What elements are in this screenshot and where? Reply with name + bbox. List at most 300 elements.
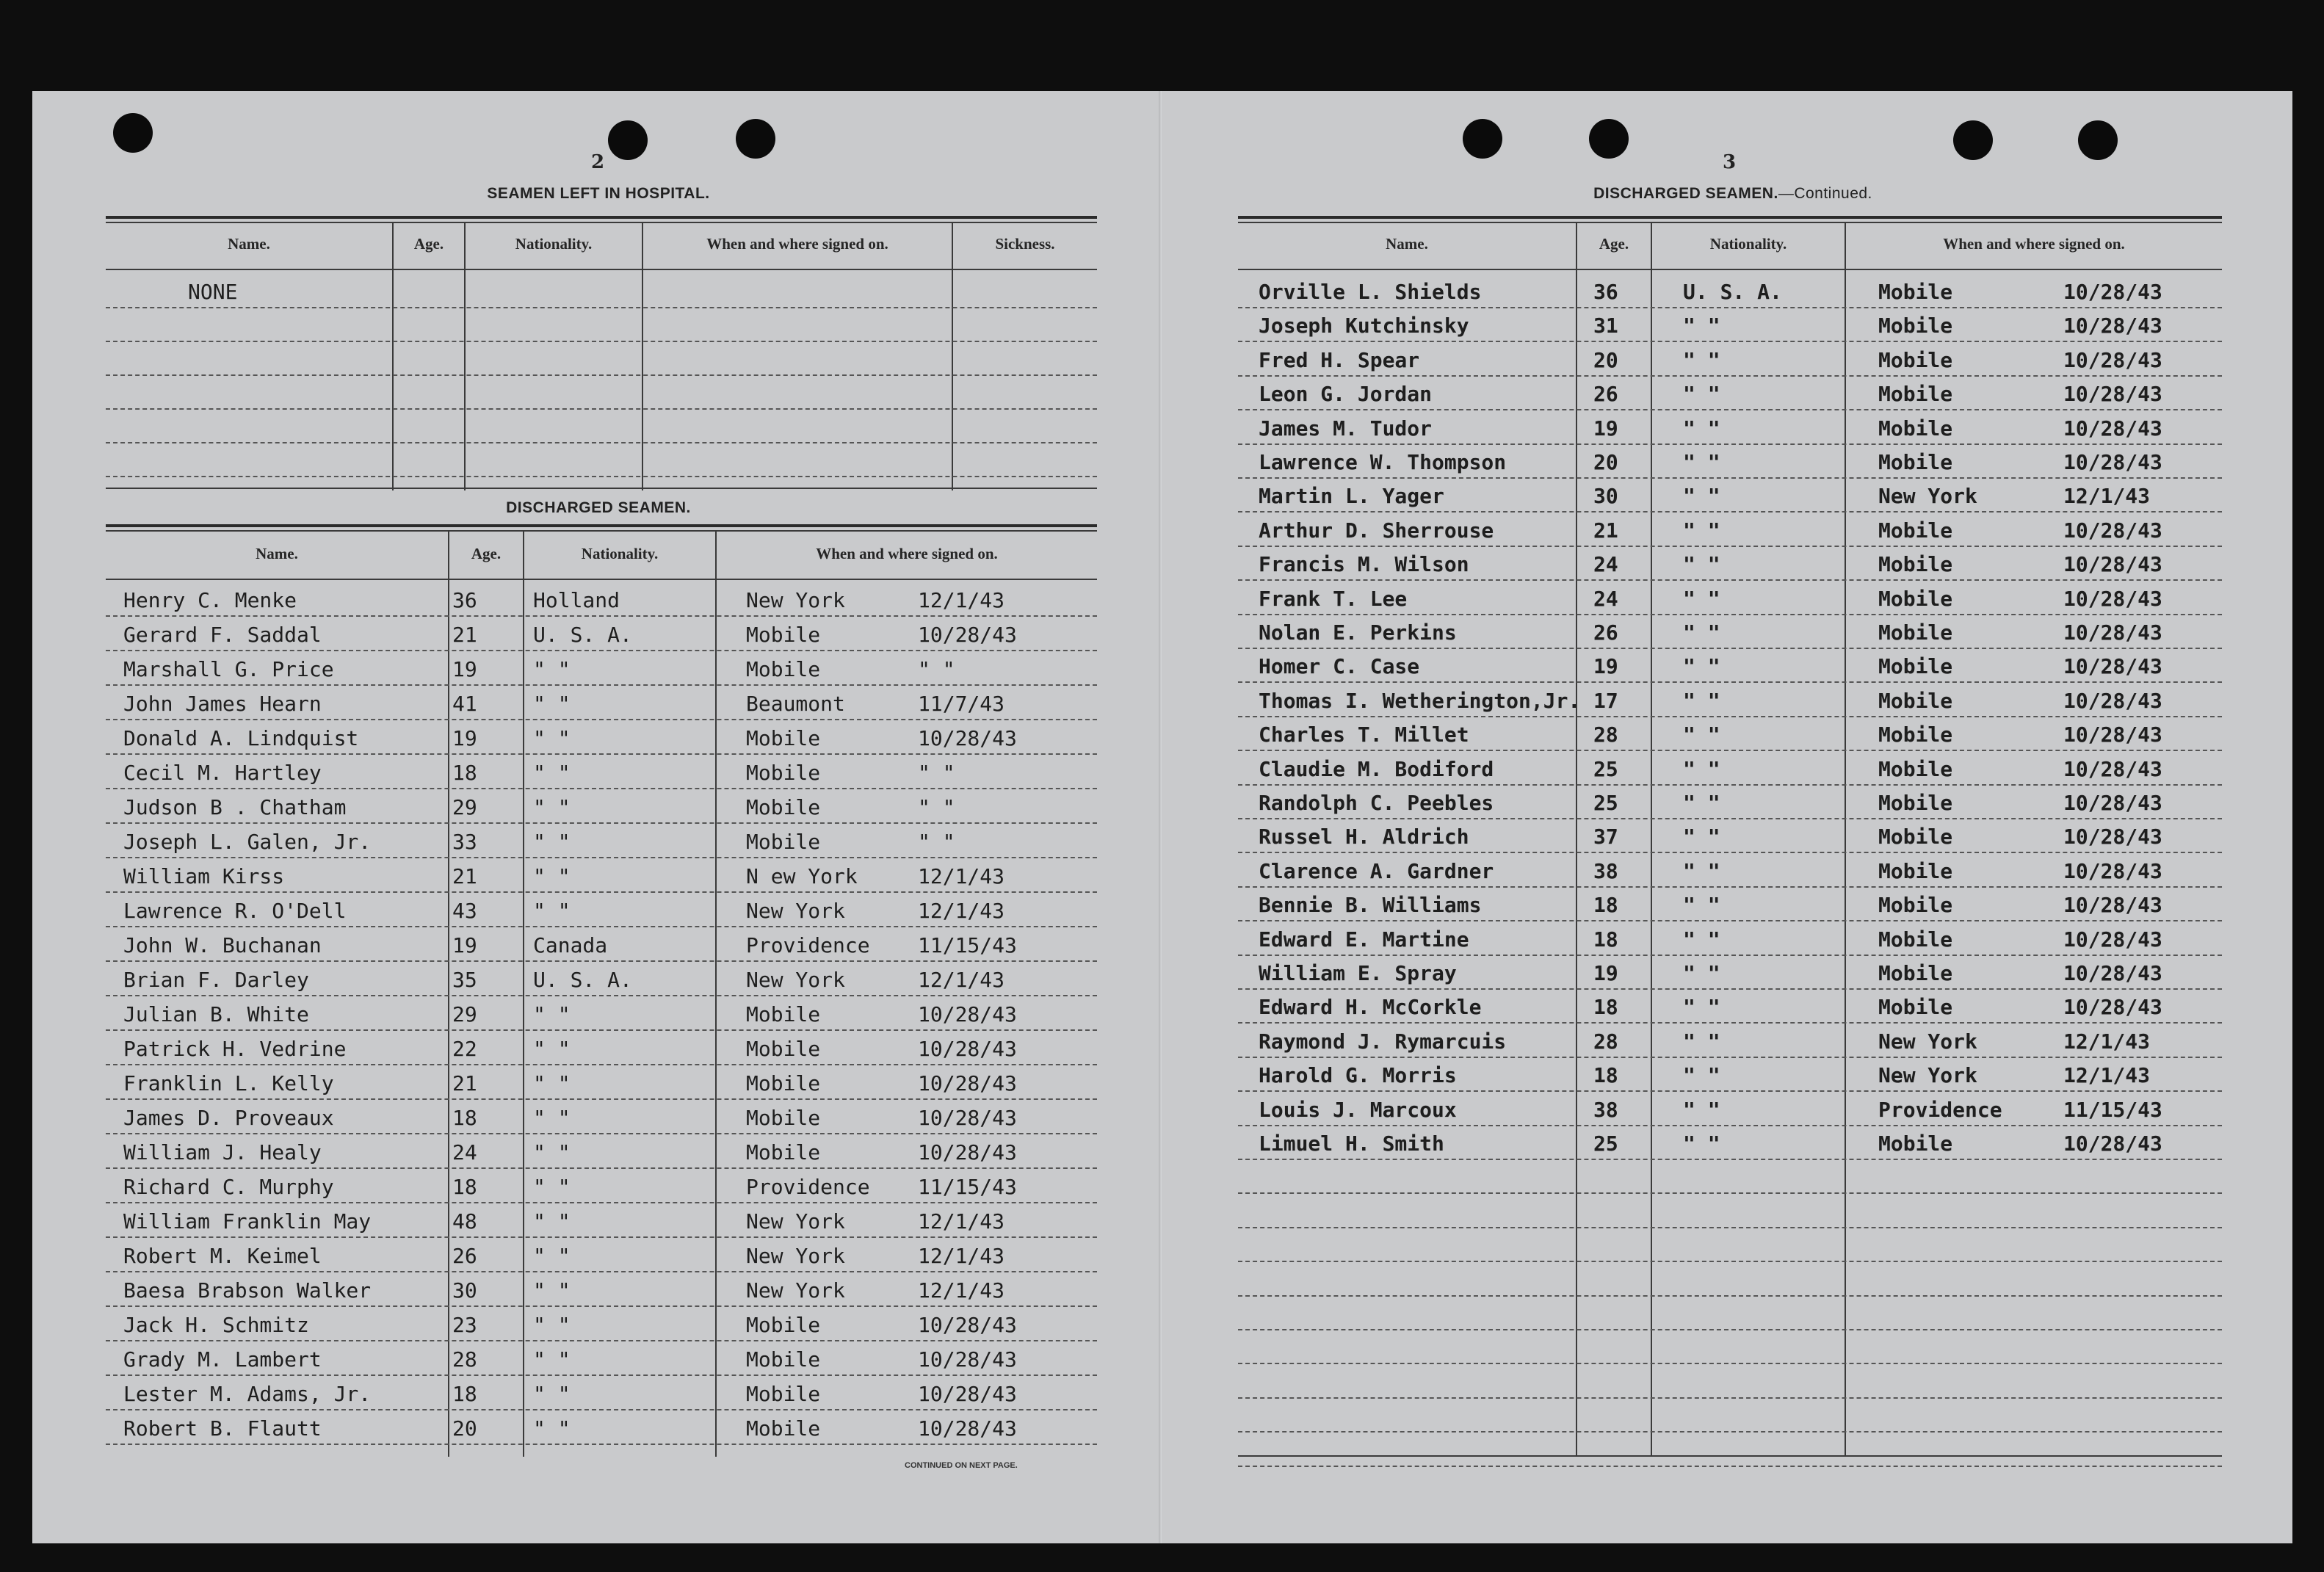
table-row bbox=[106, 1411, 1097, 1445]
cell-nationality: Holland bbox=[533, 588, 620, 612]
col-age: Age. bbox=[471, 545, 502, 562]
blank-row bbox=[1238, 1330, 2222, 1364]
hospital-col-signed-on: When and where signed on. bbox=[706, 235, 888, 253]
cell-age: 19 bbox=[452, 726, 477, 750]
hospital-col-sickness: Sickness. bbox=[995, 235, 1055, 253]
cell-place: Mobile bbox=[746, 1140, 821, 1164]
cell-date: 10/28/43 bbox=[918, 1416, 1017, 1441]
cell-place: New York bbox=[1878, 484, 1977, 509]
cell-place: Mobile bbox=[1878, 518, 1953, 543]
binder-hole bbox=[608, 120, 648, 160]
cell-date: " " bbox=[918, 657, 955, 681]
cell-date: " " bbox=[918, 830, 955, 854]
cell-place: Mobile bbox=[1878, 722, 1953, 747]
table-row bbox=[106, 1377, 1097, 1410]
cell-name: William E. Spray bbox=[1259, 961, 1457, 985]
table-row bbox=[106, 617, 1097, 651]
cell-date: 10/28/43 bbox=[2063, 347, 2162, 372]
discharged-table-left bbox=[106, 524, 1097, 1457]
cell-nationality: " " bbox=[1683, 654, 1720, 679]
cell-age: 17 bbox=[1593, 688, 1618, 713]
cell-name: Joseph Kutchinsky bbox=[1259, 314, 1469, 338]
cell-date: 12/1/43 bbox=[918, 1209, 1005, 1234]
cell-nationality: " " bbox=[533, 761, 571, 785]
col-nationality: Nationality. bbox=[581, 545, 659, 562]
cell-nationality: " " bbox=[533, 899, 571, 923]
cell-nationality: " " bbox=[1683, 416, 1720, 441]
blank-row bbox=[1238, 1195, 2222, 1228]
center-fold bbox=[1159, 91, 1162, 1543]
cell-age: 26 bbox=[1593, 382, 1618, 407]
cell-date: 10/28/43 bbox=[918, 1106, 1017, 1130]
cell-date: 12/1/43 bbox=[2063, 484, 2151, 509]
table-row bbox=[1238, 377, 2222, 410]
col-signed-on: When and where signed on. bbox=[816, 545, 998, 562]
cell-nationality: " " bbox=[533, 1382, 571, 1406]
left-page-number: 2 bbox=[591, 151, 605, 173]
cell-date: 12/1/43 bbox=[2063, 1029, 2151, 1054]
cell-date: 10/28/43 bbox=[2063, 893, 2162, 918]
cell-age: 18 bbox=[1593, 1063, 1618, 1088]
cell-name: Marshall G. Price bbox=[123, 657, 334, 681]
cell-date: 12/1/43 bbox=[918, 1244, 1005, 1268]
cell-date: 10/28/43 bbox=[2063, 518, 2162, 543]
discharged-title-right bbox=[1527, 185, 1939, 203]
table-row bbox=[1238, 819, 2222, 853]
cell-nationality: " " bbox=[533, 1140, 571, 1164]
cell-date: 10/28/43 bbox=[918, 1140, 1017, 1164]
table-row bbox=[1238, 888, 2222, 921]
cell-place: Providence bbox=[746, 933, 870, 957]
cell-date: 10/28/43 bbox=[918, 1002, 1017, 1026]
cell-age: 19 bbox=[1593, 416, 1618, 441]
cell-nationality: " " bbox=[1683, 484, 1720, 509]
cell-nationality: " " bbox=[1683, 347, 1720, 372]
cell-place: Providence bbox=[746, 1175, 870, 1199]
table-row bbox=[1238, 445, 2222, 479]
cell-age: 19 bbox=[1593, 654, 1618, 679]
cell-date: 11/15/43 bbox=[918, 1175, 1017, 1199]
cell-age: 19 bbox=[452, 933, 477, 957]
cell-age: 22 bbox=[452, 1037, 477, 1061]
cell-date: 10/28/43 bbox=[2063, 858, 2162, 883]
table-row bbox=[1238, 854, 2222, 888]
cell-place: Mobile bbox=[746, 1071, 821, 1095]
hospital-title: SEAMEN LEFT IN HOSPITAL. bbox=[487, 185, 710, 202]
table-row bbox=[1238, 956, 2222, 990]
table-row bbox=[106, 894, 1097, 927]
cell-age: 18 bbox=[452, 761, 477, 785]
cell-name: Martin L. Yager bbox=[1259, 484, 1444, 509]
cell-nationality: " " bbox=[1683, 756, 1720, 781]
cell-place: Mobile bbox=[1878, 654, 1953, 679]
cell-nationality: " " bbox=[1683, 858, 1720, 883]
cell-age: 29 bbox=[452, 795, 477, 819]
cell-nationality: " " bbox=[1683, 620, 1720, 645]
table-row bbox=[1238, 411, 2222, 445]
cell-age: 41 bbox=[452, 692, 477, 716]
cell-name: Robert B. Flautt bbox=[123, 1416, 322, 1441]
cell-nationality: " " bbox=[533, 795, 571, 819]
cell-date: 10/28/43 bbox=[2063, 280, 2162, 304]
cell-name: Orville L. Shields bbox=[1259, 280, 1482, 304]
cell-age: 24 bbox=[1593, 552, 1618, 577]
cell-nationality: " " bbox=[1683, 825, 1720, 850]
blank-row bbox=[1238, 1399, 2222, 1432]
table-row bbox=[106, 756, 1097, 789]
cell-place: Mobile bbox=[746, 1416, 821, 1441]
table-row bbox=[1238, 615, 2222, 649]
cell-nationality: " " bbox=[533, 692, 571, 716]
discharged-table-right bbox=[1238, 216, 2222, 1457]
col-signed-on: When and where signed on. bbox=[1943, 235, 2125, 253]
cell-place: Mobile bbox=[746, 1382, 821, 1406]
cell-nationality: " " bbox=[533, 1071, 571, 1095]
cell-name: Franklin L. Kelly bbox=[123, 1071, 334, 1095]
cell-nationality: " " bbox=[1683, 382, 1720, 407]
table-row bbox=[106, 1342, 1097, 1376]
cell-age: 21 bbox=[1593, 518, 1618, 543]
cell-place: New York bbox=[746, 899, 845, 923]
binder-hole bbox=[2078, 120, 2118, 160]
cell-age: 38 bbox=[1593, 858, 1618, 883]
cell-age: 26 bbox=[452, 1244, 477, 1268]
cell-nationality: " " bbox=[1683, 314, 1720, 338]
cell-age: 19 bbox=[452, 657, 477, 681]
discharged-title-left: DISCHARGED SEAMEN. bbox=[506, 499, 691, 516]
col-nationality: Nationality. bbox=[1709, 235, 1787, 253]
cell-name: Donald A. Lindquist bbox=[123, 726, 359, 750]
hospital-col-age: Age. bbox=[413, 235, 444, 253]
cell-name: Clarence A. Gardner bbox=[1259, 858, 1494, 883]
cell-name: Louis J. Marcoux bbox=[1259, 1097, 1457, 1122]
cell-name: Julian B. White bbox=[123, 1002, 309, 1026]
cell-place: Providence bbox=[1878, 1097, 2002, 1122]
cell-nationality: " " bbox=[533, 1037, 571, 1061]
cell-nationality: " " bbox=[533, 1347, 571, 1372]
table-row bbox=[106, 1066, 1097, 1100]
cell-place: Mobile bbox=[746, 1002, 821, 1026]
cell-name: Joseph L. Galen, Jr. bbox=[123, 830, 372, 854]
cell-date: 10/28/43 bbox=[2063, 450, 2162, 474]
cell-date: " " bbox=[918, 795, 955, 819]
discharged-title-right-main: DISCHARGED SEAMEN. bbox=[1593, 185, 1778, 202]
hospital-col-name: Name. bbox=[228, 235, 270, 253]
cell-date: 10/28/43 bbox=[918, 1313, 1017, 1337]
cell-name: Leon G. Jordan bbox=[1259, 382, 1433, 407]
cell-place: New York bbox=[746, 1209, 845, 1234]
cell-nationality: U. S. A. bbox=[533, 623, 632, 647]
table-row bbox=[1238, 922, 2222, 956]
cell-age: 20 bbox=[1593, 450, 1618, 474]
cell-age: 28 bbox=[1593, 1029, 1618, 1054]
cell-date: 10/28/43 bbox=[2063, 654, 2162, 679]
cell-age: 24 bbox=[452, 1140, 477, 1164]
cell-date: 10/28/43 bbox=[2063, 382, 2162, 407]
cell-age: 19 bbox=[1593, 961, 1618, 985]
table-row bbox=[106, 1204, 1097, 1238]
cell-nationality: " " bbox=[1683, 1097, 1720, 1122]
cell-date: 12/1/43 bbox=[918, 864, 1005, 888]
cell-date: 10/28/43 bbox=[2063, 620, 2162, 645]
cell-name: Henry C. Menke bbox=[123, 588, 297, 612]
cell-place: Mobile bbox=[1878, 382, 1953, 407]
cell-age: 21 bbox=[452, 864, 477, 888]
cell-date: 12/1/43 bbox=[918, 899, 1005, 923]
cell-name: Gerard F. Saddal bbox=[123, 623, 322, 647]
cell-place: Mobile bbox=[1878, 927, 1953, 952]
cell-name: Fred H. Spear bbox=[1259, 347, 1420, 372]
cell-date: 10/28/43 bbox=[918, 623, 1017, 647]
cell-place: Mobile bbox=[746, 761, 821, 785]
cell-nationality: " " bbox=[533, 864, 571, 888]
cell-name: Patrick H. Vedrine bbox=[123, 1037, 347, 1061]
cell-date: " " bbox=[918, 761, 955, 785]
cell-age: 30 bbox=[1593, 484, 1618, 509]
table-row bbox=[106, 721, 1097, 755]
cell-age: 36 bbox=[452, 588, 477, 612]
cell-nationality: " " bbox=[1683, 1131, 1720, 1156]
cell-date: 10/28/43 bbox=[918, 726, 1017, 750]
cell-date: 12/1/43 bbox=[2063, 1063, 2151, 1088]
cell-age: 26 bbox=[1593, 620, 1618, 645]
cell-nationality: " " bbox=[1683, 722, 1720, 747]
cell-name: Limuel H. Smith bbox=[1259, 1131, 1444, 1156]
cell-date: 10/28/43 bbox=[2063, 756, 2162, 781]
cell-place: Mobile bbox=[1878, 450, 1953, 474]
cell-nationality: " " bbox=[1683, 552, 1720, 577]
cell-place: New York bbox=[1878, 1029, 1977, 1054]
cell-place: Mobile bbox=[1878, 416, 1953, 441]
cell-date: 10/28/43 bbox=[2063, 416, 2162, 441]
table-row bbox=[1238, 1126, 2222, 1160]
cell-name: Lester M. Adams, Jr. bbox=[123, 1382, 372, 1406]
cell-age: 48 bbox=[452, 1209, 477, 1234]
cell-age: 23 bbox=[452, 1313, 477, 1337]
cell-date: 10/28/43 bbox=[2063, 791, 2162, 815]
cell-age: 36 bbox=[1593, 280, 1618, 304]
cell-name: William Franklin May bbox=[123, 1209, 372, 1234]
cell-date: 10/28/43 bbox=[918, 1382, 1017, 1406]
cell-age: 31 bbox=[1593, 314, 1618, 338]
discharged-title-right-cont: —Continued. bbox=[1778, 185, 1872, 202]
table-row bbox=[1238, 990, 2222, 1024]
cell-date: 12/1/43 bbox=[918, 588, 1005, 612]
cell-age: 18 bbox=[452, 1175, 477, 1199]
cell-nationality: U. S. A. bbox=[533, 968, 632, 992]
hospital-table bbox=[106, 216, 1097, 495]
table-row bbox=[106, 1239, 1097, 1272]
table-row bbox=[1238, 547, 2222, 581]
cell-name: Randolph C. Peebles bbox=[1259, 791, 1494, 815]
cell-name: John James Hearn bbox=[123, 692, 322, 716]
cell-date: 12/1/43 bbox=[918, 1278, 1005, 1303]
col-name: Name. bbox=[1386, 235, 1428, 253]
cell-age: 28 bbox=[452, 1347, 477, 1372]
cell-place: Mobile bbox=[746, 623, 821, 647]
cell-date: 10/28/43 bbox=[2063, 688, 2162, 713]
cell-nationality: " " bbox=[1683, 927, 1720, 952]
cell-nationality: " " bbox=[1683, 586, 1720, 611]
cell-nationality: " " bbox=[1683, 1063, 1720, 1088]
cell-nationality: Canada bbox=[533, 933, 608, 957]
cell-name: Grady M. Lambert bbox=[123, 1347, 322, 1372]
cell-name: Arthur D. Sherrouse bbox=[1259, 518, 1494, 543]
cell-place: New York bbox=[746, 968, 845, 992]
cell-age: 33 bbox=[452, 830, 477, 854]
cell-name: Baesa Brabson Walker bbox=[123, 1278, 372, 1303]
cell-name: Claudie M. Bodiford bbox=[1259, 756, 1494, 781]
cell-date: 10/28/43 bbox=[918, 1347, 1017, 1372]
cell-place: Mobile bbox=[1878, 280, 1953, 304]
table-row bbox=[106, 652, 1097, 686]
cell-age: 29 bbox=[452, 1002, 477, 1026]
cell-nationality: " " bbox=[533, 1416, 571, 1441]
cell-name: Nolan E. Perkins bbox=[1259, 620, 1457, 645]
cell-place: Mobile bbox=[746, 1106, 821, 1130]
cell-place: New York bbox=[746, 1278, 845, 1303]
cell-place: Mobile bbox=[1878, 620, 1953, 645]
cell-date: 10/28/43 bbox=[2063, 927, 2162, 952]
cell-place: Mobile bbox=[746, 1313, 821, 1337]
table-row bbox=[106, 687, 1097, 720]
cell-nationality: " " bbox=[533, 1209, 571, 1234]
cell-age: 20 bbox=[1593, 347, 1618, 372]
table-row bbox=[1238, 582, 2222, 615]
cell-age: 38 bbox=[1593, 1097, 1618, 1122]
cell-nationality: " " bbox=[1683, 995, 1720, 1020]
table-row bbox=[1238, 752, 2222, 786]
cell-name: William J. Healy bbox=[123, 1140, 322, 1164]
blank-row bbox=[1238, 1297, 2222, 1330]
blank-row bbox=[1238, 1160, 2222, 1194]
cell-date: 11/15/43 bbox=[918, 933, 1017, 957]
cell-age: 35 bbox=[452, 968, 477, 992]
cell-age: 25 bbox=[1593, 791, 1618, 815]
cell-name: Edward E. Martine bbox=[1259, 927, 1469, 952]
cell-place: Mobile bbox=[1878, 791, 1953, 815]
cell-date: 10/28/43 bbox=[2063, 722, 2162, 747]
cell-place: Mobile bbox=[746, 657, 821, 681]
cell-place: Mobile bbox=[1878, 961, 1953, 985]
cell-age: 18 bbox=[452, 1106, 477, 1130]
cell-age: 43 bbox=[452, 899, 477, 923]
col-age: Age. bbox=[1599, 235, 1629, 253]
table-row bbox=[1238, 275, 2222, 308]
cell-name: Russel H. Aldrich bbox=[1259, 825, 1469, 850]
table-row bbox=[106, 1101, 1097, 1134]
cell-age: 18 bbox=[1593, 893, 1618, 918]
table-row bbox=[1238, 513, 2222, 547]
cell-nationality: " " bbox=[533, 657, 571, 681]
cell-nationality: " " bbox=[533, 1244, 571, 1268]
cell-date: 10/28/43 bbox=[2063, 314, 2162, 338]
table-row bbox=[1238, 479, 2222, 512]
binder-hole bbox=[113, 113, 153, 153]
cell-date: 10/28/43 bbox=[2063, 961, 2162, 985]
cell-name: Bennie B. Williams bbox=[1259, 893, 1482, 918]
cell-place: Mobile bbox=[1878, 893, 1953, 918]
hospital-col-nationality: Nationality. bbox=[515, 235, 593, 253]
cell-name: Raymond J. Rymarcuis bbox=[1259, 1029, 1507, 1054]
table-row bbox=[1238, 1093, 2222, 1126]
cell-place: Mobile bbox=[1878, 347, 1953, 372]
cell-place: Mobile bbox=[1878, 586, 1953, 611]
cell-name: Brian F. Darley bbox=[123, 968, 309, 992]
table-row bbox=[106, 1273, 1097, 1307]
cell-nationality: " " bbox=[1683, 961, 1720, 985]
cell-nationality: U. S. A. bbox=[1683, 280, 1782, 304]
cell-date: 10/28/43 bbox=[2063, 825, 2162, 850]
cell-age: 20 bbox=[452, 1416, 477, 1441]
binder-hole bbox=[1463, 119, 1502, 159]
cell-nationality: " " bbox=[1683, 450, 1720, 474]
cell-age: 18 bbox=[1593, 995, 1618, 1020]
cell-nationality: " " bbox=[533, 1175, 571, 1199]
cell-age: 25 bbox=[1593, 756, 1618, 781]
table-row bbox=[1238, 684, 2222, 717]
cell-name: William Kirss bbox=[123, 864, 285, 888]
table-row bbox=[106, 997, 1097, 1031]
cell-place: Mobile bbox=[746, 726, 821, 750]
cell-nationality: " " bbox=[1683, 1029, 1720, 1054]
cell-place: Mobile bbox=[746, 1037, 821, 1061]
cell-date: 11/15/43 bbox=[2063, 1097, 2162, 1122]
table-row bbox=[1238, 308, 2222, 342]
cell-place: Mobile bbox=[1878, 688, 1953, 713]
cell-name: Thomas I. Wetherington,Jr. bbox=[1259, 688, 1581, 713]
cell-age: 24 bbox=[1593, 586, 1618, 611]
cell-place: New York bbox=[746, 588, 845, 612]
table-row bbox=[106, 1135, 1097, 1169]
binder-hole bbox=[1953, 120, 1993, 160]
cell-name: Judson B . Chatham bbox=[123, 795, 347, 819]
cell-name: Robert M. Keimel bbox=[123, 1244, 322, 1268]
cell-age: 37 bbox=[1593, 825, 1618, 850]
cell-place: N ew York bbox=[746, 864, 858, 888]
cell-name: Lawrence R. O'Dell bbox=[123, 899, 347, 923]
cell-age: 25 bbox=[1593, 1131, 1618, 1156]
col-name: Name. bbox=[256, 545, 298, 562]
cell-date: 12/1/43 bbox=[918, 968, 1005, 992]
cell-name: Richard C. Murphy bbox=[123, 1175, 334, 1199]
continued-note: CONTINUED ON NEXT PAGE. bbox=[905, 1461, 1018, 1470]
cell-nationality: " " bbox=[533, 1278, 571, 1303]
blank-row bbox=[1238, 1263, 2222, 1297]
cell-name: James D. Proveaux bbox=[123, 1106, 334, 1130]
binder-hole bbox=[1589, 119, 1629, 159]
cell-nationality: " " bbox=[1683, 688, 1720, 713]
table-row bbox=[106, 928, 1097, 962]
cell-name: Frank T. Lee bbox=[1259, 586, 1408, 611]
cell-date: 10/28/43 bbox=[2063, 995, 2162, 1020]
cell-name: Harold G. Morris bbox=[1259, 1063, 1457, 1088]
blank-row bbox=[1238, 1365, 2222, 1399]
cell-name: Homer C. Case bbox=[1259, 654, 1420, 679]
cell-nationality: " " bbox=[533, 726, 571, 750]
cell-name: Lawrence W. Thompson bbox=[1259, 450, 1507, 474]
cell-name: Jack H. Schmitz bbox=[123, 1313, 309, 1337]
table-row bbox=[1238, 343, 2222, 377]
cell-place: Mobile bbox=[1878, 552, 1953, 577]
cell-date: 10/28/43 bbox=[2063, 586, 2162, 611]
cell-place: Mobile bbox=[1878, 314, 1953, 338]
table-row bbox=[106, 963, 1097, 996]
table-row bbox=[1238, 1024, 2222, 1058]
blank-row bbox=[1238, 1433, 2222, 1467]
hospital-entry: NONE bbox=[188, 280, 238, 304]
blank-row bbox=[1238, 1228, 2222, 1262]
